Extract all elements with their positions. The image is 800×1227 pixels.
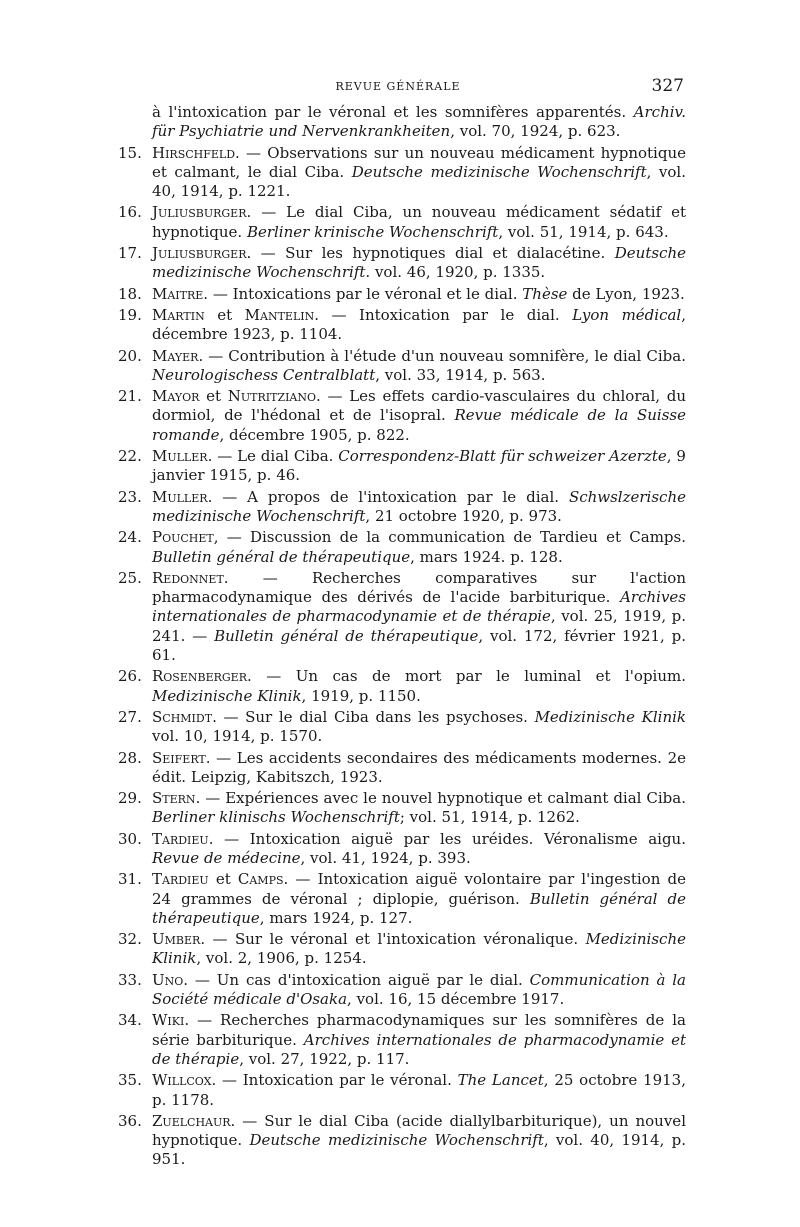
ref-text: , 21 octobre 1920, p. 973. [365,506,562,525]
ref-text: , vol. 40, 1914, p. 1221. [152,162,686,201]
author-name: Tardieu [152,870,209,889]
ref-text: , 9 janvier 1915, p. 46. [152,447,686,485]
author-name: Seifert [152,748,206,767]
ref-text: , vol. 70, 1924, p. 623. [450,122,621,141]
page-number: 327 [651,76,684,96]
ref-text: , mars 1924. p. 128. [410,547,563,566]
ref-text: vol. 10, 1914, p. 1570. [152,727,323,746]
reference-number: 18. [118,284,142,303]
reference-number: 31. [118,870,142,889]
reference-number: 36. [118,1111,142,1130]
reference-item [118,708,686,747]
reference-item [118,144,686,202]
reference-number: 19. [118,305,142,324]
reference-number: 17. [118,244,142,263]
reference-item [118,789,686,828]
reference-number: 15. [118,143,142,162]
ref-text: . — A propos de l'intoxication par le dial. [207,487,569,506]
author-name: Pouchet [152,528,214,547]
ref-text: . — Un cas de mort par le luminal et l'opium. [247,667,686,686]
reference-number: 29. [118,789,142,808]
reference-item [118,569,686,665]
journal-title: The Lancet [457,1071,544,1090]
ref-text: , vol. 25, 1919, p. 241. — [152,607,686,645]
ref-text: , vol. 2, 1906, p. 1254. [196,949,367,968]
ref-text: et [199,387,228,406]
ref-text: . — Les accidents secondaires des médicaments modernes. 2e édit. Leipzig, Kabitszch, 1923. [152,748,686,786]
ref-text: . — Intoxication aiguë par les uréides. Véronalisme aigu. [208,829,686,848]
page-header [112,76,684,100]
reference-list [118,103,686,1172]
author-name: Maitre [152,284,204,303]
reference-number: 20. [118,346,142,365]
ref-text: , décembre 1905, p. 822. [219,425,410,444]
ref-text: , vol. 40, 1914, p. 951. [152,1131,686,1169]
ref-text: ; vol. 51, 1914, p. 1262. [399,808,580,827]
reference-item [118,1071,686,1110]
ref-text: . — Le dial Ciba. [207,447,339,466]
reference-item [118,667,686,706]
reference-item [118,1112,686,1170]
ref-text: et [208,870,238,889]
author-name: Willcox [152,1071,212,1090]
reference-number: 16. [118,203,142,222]
reference-item [118,1011,686,1069]
journal-title: Communication à la Société médicale d'Osaka [152,970,687,1009]
journal-title: Correspondenz-Blatt für schweizer Azerzte [338,447,667,466]
ref-text: . — Un cas d'intoxication aiguë par le dial. [183,970,530,989]
ref-text: . — Sur le véronal et l'intoxication véronalique. [200,930,586,949]
ref-text: . — Le dial Ciba, un nouveau médicament sédatif et hypnotique. [152,203,686,241]
author-name: Juliusburger [152,244,247,263]
reference-item [118,870,686,928]
reference-item [118,203,686,242]
reference-number: 22. [118,447,142,466]
reference-number: 24. [118,528,142,547]
author-name: Tardieu [152,829,209,848]
reference-item [118,347,686,386]
journal-title: Bulletin général de thérapeutique [214,626,479,645]
author-name: Stern [152,789,196,808]
reference-number: 27. [118,707,142,726]
reference-item [118,830,686,869]
author-name: Mantelin [244,305,315,324]
author-name: Camps [237,870,284,889]
ref-text: . — Sur le dial Ciba dans les psychoses. [212,707,535,726]
journal-title: Deutsche medizinische Wochenschrift [152,244,686,282]
journal-title: Schwslzerische medizinische Wochenschrift [152,487,686,525]
journal-title: Bulletin général de thérapeutique [152,547,411,566]
reference-item [118,244,686,283]
ref-text: , mars 1924, p. 127. [259,908,413,927]
journal-title: Revue médicale de la Suisse romande [152,406,686,444]
ref-text: , vol. 33, 1914, p. 563. [375,365,546,384]
author-name: Hirschfeld [152,143,236,162]
reference-number: 34. [118,1011,142,1030]
journal-title: Archiv. für Psychiatrie und Nervenkrankheiten [152,103,686,141]
journal-title: Medizinische Klinik [152,930,686,968]
ref-text: . — Intoxications par le véronal et le dial. [203,284,523,303]
ref-text: , 1919, p. 1150. [301,686,421,705]
reference-number: 26. [118,667,142,686]
ref-text: , vol. 41, 1924, p. 393. [300,848,471,867]
ref-text: , — Discussion de la communication de Tardieu et Camps. [213,528,686,547]
ref-text: . — Intoxication aiguë volontaire par l'ingestion de 24 grammes de véronal ; diplopie, guérison. [152,870,686,908]
reference-item [118,488,686,527]
reference-item [118,387,686,445]
reference-item [118,306,686,345]
reference-number: 35. [118,1071,142,1090]
ref-text: de Lyon, 1923. [567,284,685,303]
reference-number: 21. [118,387,142,406]
ref-text: . — Sur les hypnotiques dial et dialacétine. [246,244,615,263]
ref-text: à l'intoxication par le véronal et les somnifères apparentés. [152,103,634,121]
author-name: Juliusburger [152,203,247,222]
journal-title: Archives internationales de pharmacodynamie et de thérapie [152,1030,686,1068]
journal-title: Thèse [522,284,568,303]
ref-text: . — Expériences avec le nouvel hypnotique et calmant dial Ciba. [195,789,686,808]
reference-item [118,749,686,788]
author-name: Martin [152,305,205,324]
journal-title: Deutsche medizinische Wochenschrift [351,162,647,181]
author-name: Zuelchaur [152,1111,231,1130]
reference-number: 33. [118,970,142,989]
journal-title: Medizinische Klinik [152,686,302,705]
author-name: Uno [152,970,184,989]
ref-text: et [204,305,245,324]
author-name: Muller [152,487,208,506]
reference-number: 32. [118,930,142,949]
journal-title: Berliner krinische Wochenschrift [246,222,499,241]
journal-title: Deutsche medizinische Wochenschrift [249,1131,544,1150]
reference-number: 25. [118,568,142,587]
ref-text: . — Observations sur un nouveau médicament hypnotique et calmant, le dial Ciba. [152,143,686,181]
ref-text: . — Sur le dial Ciba (acide diallylbarbiturique), un nouvel hypnotique. [152,1111,686,1150]
reference-continuation [118,103,686,142]
ref-text: , 25 octobre 1913, p. 1178. [152,1071,686,1109]
ref-text: . — Contribution à l'étude d'un nouveau somnifère, le dial Ciba. [198,346,686,365]
ref-text: . — Recherches comparatives sur l'action pharmacodynamique des dérivés de l'acide barbiturique. [152,568,686,607]
ref-text: . — Les effets cardio-vasculaires du chloral, du dormiol, de l'hédonal et de l'isopral. [152,387,686,425]
author-name: Umber [152,930,201,949]
journal-title: Archives internationales de pharmacodynamie et de thérapie [152,588,686,626]
ref-text: , vol. 51, 1914, p. 643. [498,222,669,241]
author-name: Muller [152,447,208,466]
ref-text: , vol. 27, 1922, p. 117. [239,1049,410,1068]
author-name: Mayor [152,387,200,406]
author-name: Nutritziano [227,387,317,406]
ref-text: . — Recherches pharmacodynamiques sur les somnifères de la série barbiturique. [152,1011,686,1049]
ref-text: , vol. 172, février 1921, p. 61. [152,626,687,665]
author-name: Redonnet [152,568,224,587]
ref-text: , décembre 1923, p. 1104. [152,305,686,344]
reference-item [118,528,686,567]
author-name: Schmidt [152,707,213,726]
ref-text: . — Intoxication par le véronal. [211,1071,458,1090]
running-title: REVUE GÉNÉRALE [335,80,461,93]
journal-title: Neurologischess Centralblatt [152,365,376,384]
author-name: Rosenberger [152,667,247,686]
ref-text: . — Intoxication par le dial. [314,305,573,324]
ref-text: , vol. 16, 15 décembre 1917. [347,990,565,1009]
journal-title: Lyon médical [572,305,682,324]
journal-title: Revue de médecine [152,848,301,867]
reference-number: 23. [118,487,142,506]
reference-number: 28. [118,748,142,767]
ref-text: . vol. 46, 1920, p. 1335. [365,263,546,282]
reference-item [118,930,686,969]
reference-item [118,971,686,1010]
author-name: Wiki [152,1011,185,1030]
journal-title: Bulletin général de thérapeutique [152,889,687,927]
author-name: Mayer [152,346,199,365]
reference-number: 30. [118,829,142,848]
reference-item [118,285,686,304]
journal-title: Berliner klinischs Wochenschrift [152,808,400,827]
reference-item [118,447,686,486]
journal-title: Medizinische Klinik [534,707,687,726]
